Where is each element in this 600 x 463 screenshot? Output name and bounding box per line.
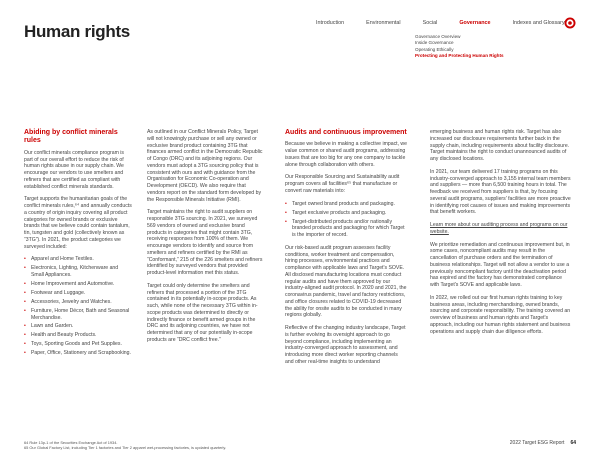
list-item: • Toys, Sporting Goods and Pet Supplies.	[24, 341, 132, 348]
list-item: • Accessories, Jewelry and Watches.	[24, 299, 132, 306]
list-item: • Health and Beauty Products.	[24, 332, 132, 339]
page-title: Human rights	[24, 22, 130, 41]
list-item: • Paper, Office, Stationery and Scrapbooking.	[24, 350, 132, 357]
target-logo-icon[interactable]	[564, 17, 576, 29]
paragraph: Reflective of the changing industry landscape, Target is further evolving its oversight approach to go beyond compliance, including implementing an industry-converged approach to assessment, and introducing more direct worker reporting channels and other real-time insights to understand	[285, 325, 406, 365]
list-item: • Home Improvement and Automotive.	[24, 281, 132, 288]
list-item: • Target exclusive products and packaging.	[285, 210, 407, 217]
list-item: • Furniture, Home Décor, Bath and Seasonal Merchandise.	[24, 308, 132, 322]
sub-nav	[415, 34, 504, 60]
list-item: • Electronics, Lighting, Kitchenware and Small Appliances.	[24, 265, 132, 279]
paragraph: Target supports the humanitarian goals of the conflict minerals rules,⁶⁴ and annually conducts a country of origin inquiry covering all product categories for owned brands or exclusive brands that we believe could contain tantalum, tin, tungsten and gold (collectively known as “3TG”). In 2021, the product categories we surveyed included:	[24, 196, 132, 250]
list-item: • Target owned brand products and packaging.	[285, 201, 407, 208]
paragraph: Our Responsible Sourcing and Sustainability audit program covers all facilities⁶⁵ that manufacture or convert raw materials into:	[285, 174, 400, 194]
paragraph: As outlined in our Conflict Minerals Policy, Target will not knowingly purchase or sell any owned or exclusive brand product containing 3TG that finances armed conflict in the Democratic Republic of Congo (DRC) and its adjoining regions. Our vendors must adopt a 3TG sourcing policy that is consistent with ours and with guidance from the Organisation for Economic Co-operation and Development (OECD). We also require that vendors report on the standard form developed by the Responsible Minerals Initiative (RMI).	[147, 129, 263, 203]
auditing-programs-link[interactable]: Learn more about our auditing process and programs on our website.	[430, 222, 568, 235]
paragraph: Because we believe in making a collective impact, we value common or shared audit programs, addressing issues that are too big for any one company to tackle alone through collaboration with others.	[285, 141, 408, 168]
paragraph: Target could only determine the smelters and refiners that processed a portion of the 3TG contained in its potentially in-scope products. As such, while none of the necessary 3TG within in-scope products was determined to directly or indirectly finance or benefit armed groups in the DRC and its adjoining countries, we have not determined that any of our potentially in-scope products are “DRC conflict free.”	[147, 282, 258, 343]
page-number: 64	[570, 440, 576, 446]
report-name: 2022 Target ESG Report	[509, 440, 565, 446]
subnav-inside-governance[interactable]: Inside Governance	[415, 40, 454, 46]
nav-indexes-glossary[interactable]: Indexes and Glossary	[512, 20, 565, 26]
nav-environmental[interactable]: Environmental	[366, 20, 401, 26]
subnav-operating-ethically[interactable]: Operating Ethically	[415, 46, 454, 52]
footnotes	[24, 440, 226, 450]
product-categories-list	[24, 256, 132, 357]
nav-introduction[interactable]: Introduction	[316, 20, 345, 26]
list-item: • Target-distributed products and/or nationally branded products and packaging for which Target is the importer of record.	[285, 219, 407, 239]
paragraph: We prioritize remediation and continuous improvement but, in some cases, noncompliant audits may result in the cancellation of purchase orders and the termination of business relationships. Target will not allow a vendor to use a previously noncompliant factory until the deactivation period has expired and the factory has demonstrated compliance with Target's SOVE and applicable laws.	[430, 241, 570, 288]
paragraph: emerging business and human rights risk. Target has also increased our disclosure requirements further back in the supply chain, including requirements about facility disclosure. Target maintains the right to conduct unannounced audits of any disclosed locations.	[430, 129, 570, 162]
paragraph: In 2021, our team delivered 17 training programs on this industry-converged approach to 3,155 internal team members and suppliers — more than 6,500 training hours in total. The feedback we received from suppliers is that, by focusing several audit programs, suppliers' facilities are more proactive in identifying root causes of issues and making improvements that benefit workers.	[430, 168, 571, 216]
paragraph: Target maintains the right to audit suppliers on responsible 3TG sourcing. In 2021, we surveyed 569 vendors of owned and exclusive brand products in categories that might contain 3TG, receiving responses from 100% of them. We encourage vendors to identify and source from smelters and refiners certified by the RMI as “Conformant,” 215 of the 226 smelters and refiners identified by surveyed vendors that provided product-level information met this status.	[147, 209, 263, 276]
audit-scope-list	[285, 201, 407, 239]
column-3	[285, 129, 407, 372]
footnote-65: 65 Our Global Factory List, including Tier 1 factories and Tier 2 apparel wet-processing factories, is updated quarterly.	[24, 445, 227, 450]
column-1	[24, 129, 132, 363]
audits-heading: Audits and continuous improvement	[285, 129, 407, 136]
list-item: • Footwear and Luggage.	[24, 290, 132, 297]
top-nav	[316, 20, 587, 26]
paragraph: In 2022, we rolled out our first human rights training to key business areas, including merchandising, owned brands, sourcing and corporate responsibility. The training covered an overview of business and human rights and Target's approach, including our human rights statement and business operations and supply chain due diligence efforts.	[430, 294, 571, 335]
column-4	[430, 129, 572, 341]
paragraph: Our risk-based audit program assesses facility conditions, worker treatment and compensation, hiring processes, environmental practices and compliance with applicable laws and Target's SOVE. All disclosed manufacturing locations must conduct regular audits and have them approved by our industry-aligned audit protocol. In 2020 and 2021, the coronavirus pandemic, travel and factory restrictions, and office closures related to COVID-19 decreased the ability for onsite audits to be conducted in many regions globally.	[285, 244, 407, 319]
nav-governance[interactable]: Governance	[459, 20, 491, 26]
subnav-human-rights[interactable]: Protecting and Protecting Human Rights	[415, 53, 504, 59]
conflict-minerals-heading: Abiding by conflict minerals rules	[24, 129, 118, 145]
paragraph: Our conflict minerals compliance program is part of our overall effort to reduce the risk of human rights abuse in our supply chain. We encourage our vendors to use smelters and refiners that are certified as compliant with established conflict minerals standards.	[24, 149, 124, 190]
column-2	[147, 129, 265, 350]
footnote-64: 64 Rule 13p-1 of the Securities Exchange Act of 1934.	[24, 440, 118, 445]
list-item: • Apparel and Home Textiles.	[24, 256, 132, 263]
page-footer	[510, 440, 576, 446]
nav-social[interactable]: Social	[422, 20, 438, 26]
subnav-governance-overview[interactable]: Governance Overview	[415, 34, 461, 39]
list-item: • Lawn and Garden.	[24, 323, 132, 330]
